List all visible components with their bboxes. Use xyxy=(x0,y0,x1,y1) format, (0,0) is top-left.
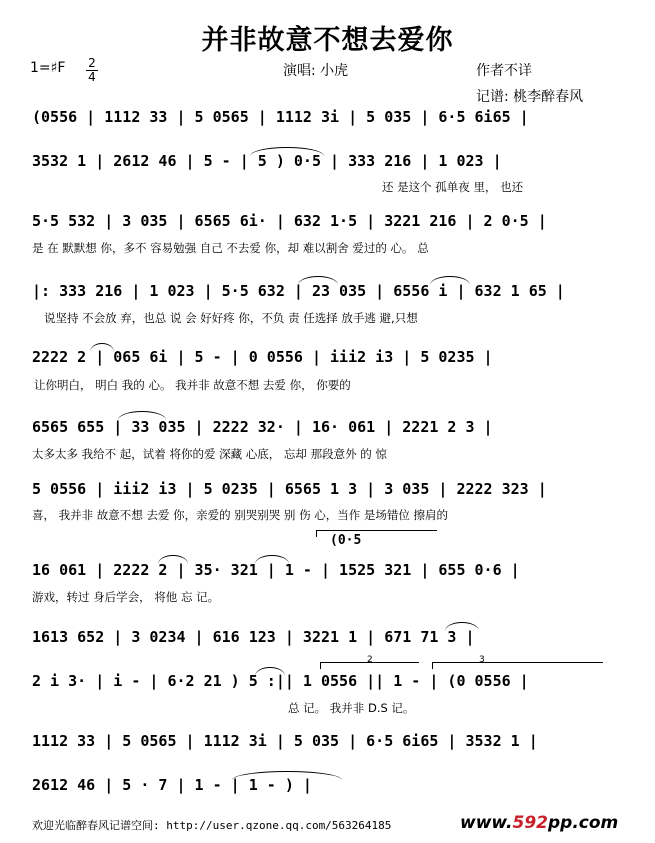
volta-label-3: 3 xyxy=(479,655,485,665)
notation-row-1: (0556 | 1112 33 | 5 0565 | 1112 3i | 5 035 | 6·5 6i65 | xyxy=(32,108,529,126)
lyrics-row-7: 喜， 我并非 故意不想 去爱 你，亲爱的 别哭别哭 别 伤 心，当作 是场错位 擦肩的 xyxy=(32,508,449,522)
slur xyxy=(250,147,324,156)
site-logo-prefix: www. xyxy=(460,813,513,833)
notation-row-2: 3532 1 | 2612 46 | 5 - | 5 ) 0·5 | 333 216 | 1 023 | xyxy=(32,152,502,170)
volta-2 xyxy=(432,655,603,669)
repeat-bracket xyxy=(316,530,437,537)
notation-row-12: 2612 46 | 5 · 7 | 1 - | 1 - ) | xyxy=(32,776,312,794)
repeat-note: (0·5 xyxy=(330,533,362,548)
lyrics-row-6: 太多太多 我给不 起，试着 将你的爱 深藏 心底， 忘却 那段意外 的 惊 xyxy=(32,447,387,461)
slur xyxy=(298,276,338,285)
slur xyxy=(118,411,166,420)
time-signature xyxy=(86,58,98,83)
singer: 演唱: 小虎 xyxy=(283,63,349,79)
notation-row-10: 2 i 3· | i - | 6·2 21 ) 5 :|| 1 0556 || 1 - | (0 0556 | xyxy=(32,672,529,690)
slur xyxy=(255,555,289,564)
notation-row-11: 1112 33 | 5 0565 | 1112 3i | 5 035 | 6·5 6i65 | 3532 1 | xyxy=(32,732,538,750)
footer-credit: 欢迎光临醉春风记谱空间: http://user.qzone.qq.com/563264185 xyxy=(32,819,392,832)
slur xyxy=(90,343,114,352)
site-logo-suffix: pp.com xyxy=(548,813,619,833)
site-logo-number: 592 xyxy=(512,813,548,833)
notation-row-5: 2222 2 | 065 6i | 5 - | 0 0556 | iii2 i3 | 5 0235 | xyxy=(32,348,493,366)
lyrics-row-4: 说坚持 不会放 弃，也总 说 会 好好疼 你，不负 责 任选择 放手逃 避,只想 xyxy=(44,311,418,325)
notation-row-3: 5·5 532 | 3 035 | 6565 6i· | 632 1·5 | 3221 216 | 2 0·5 | xyxy=(32,212,547,230)
key-signature: 1=♯F xyxy=(30,60,66,76)
time-signature-bottom: 4 xyxy=(88,70,96,84)
volta-label-2: 2 xyxy=(367,655,373,665)
lyrics-row-3: 是 在 默默想 你，多不 容易勉强 自己 不去爱 你，却 难以割舍 爱过的 心。 总 xyxy=(32,241,429,255)
lyrics-row-10: 总 记。 我并非 D.S 记。 xyxy=(288,701,415,715)
song-title: 并非故意不想去爱你 xyxy=(201,25,454,56)
site-logo xyxy=(460,813,618,833)
slur xyxy=(158,555,188,564)
lyrics-row-5: 让你明白， 明白 我的 心。 我并非 故意不想 去爱 你， 你要的 xyxy=(34,378,351,392)
lyrics-row-2: 还 是这个 孤单夜 里， 也还 xyxy=(382,180,524,194)
notation-row-8: 16 061 | 2222 2 | 35· 321 | 1 - | 1525 321 | 655 0·6 | xyxy=(32,561,520,579)
slur xyxy=(255,667,285,676)
transcriber: 记谱: 桃李醉春风 xyxy=(476,89,584,105)
volta-1 xyxy=(320,655,419,669)
notation-row-4: |: 333 216 | 1 023 | 5·5 632 | 23 035 | 6556 i | 632 1 65 | xyxy=(32,282,565,300)
notation-row-7: 5 0556 | iii2 i3 | 5 0235 | 6565 1 3 | 3 035 | 2222 323 | xyxy=(32,480,547,498)
time-signature-top: 2 xyxy=(88,56,96,70)
slur xyxy=(445,622,479,631)
composer: 作者不详 xyxy=(476,63,532,79)
notation-row-6: 6565 655 | 33 035 | 2222 32· | 16· 061 | 2221 2 3 | xyxy=(32,418,493,436)
lyrics-row-8: 游戏，转过 身后学会， 将他 忘 记。 xyxy=(32,590,220,604)
slur xyxy=(232,771,342,780)
slur xyxy=(430,276,470,285)
notation-row-9: 1613 652 | 3 0234 | 616 123 | 3221 1 | 671 71 3 | xyxy=(32,628,475,646)
